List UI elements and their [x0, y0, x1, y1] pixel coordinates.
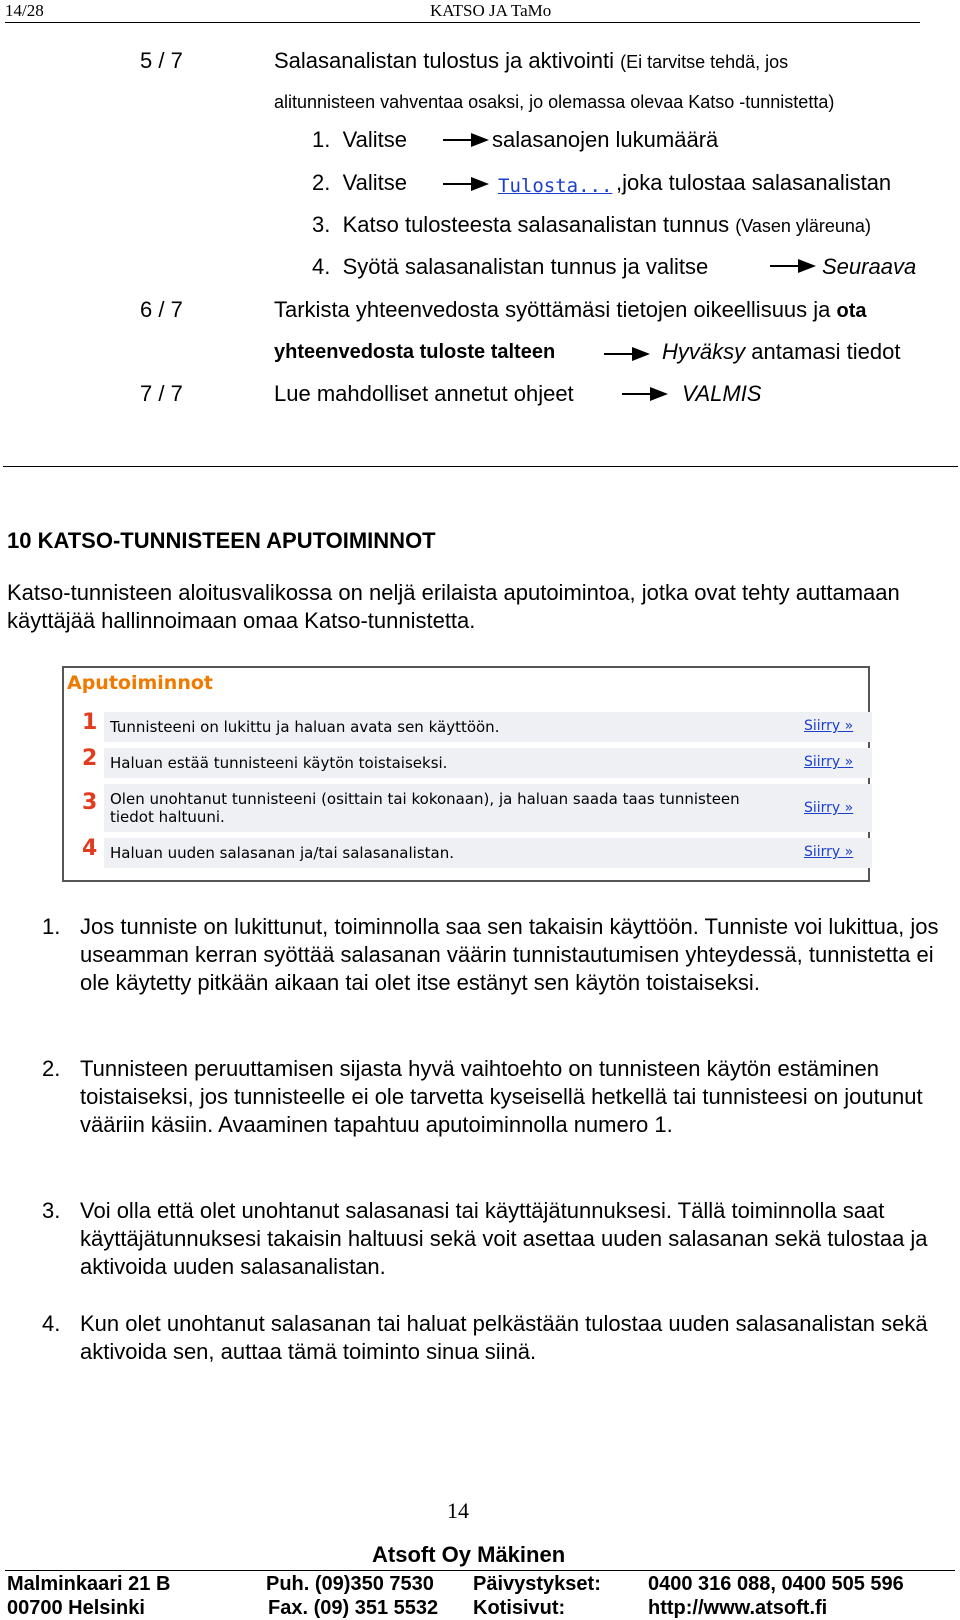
step-6-line-1: Tarkista yhteenvedosta syöttämäsi tietojen oikeellisuus ja ota [274, 297, 867, 322]
list-item: 4. Kun olet unohtanut salasanan tai haluat pelkästään tulostaa uuden salasanalistan sekä aktivoida sen, auttaa tämä toiminto sinua siinä. [42, 1311, 928, 1364]
footer-fax: Fax. (09) 351 5532 [268, 1597, 439, 1619]
row-number: 4 [82, 836, 98, 861]
row-number: 3 [82, 790, 98, 815]
step-7-text: Lue mahdolliset annetut ohjeet [274, 381, 574, 406]
list-item: 1. Jos tunniste on lukittunut, toiminnolla saa sen takaisin käyttöön. Tunniste voi lukittua, jos useamman kerran syöttää salasanan väärin tunnistautumisen yhteydessä, tunnistetta ei ole käytetty pitkään aikaan tai olet itse estänyt sen käytön toistaiseksi. [42, 914, 939, 995]
list-item [82, 746, 872, 778]
siirry-link[interactable]: Siirry » [804, 844, 854, 860]
footer-divider [5, 1570, 955, 1571]
arrow-icon [443, 176, 489, 192]
row-number: 2 [82, 746, 98, 771]
substep-1-target: salasanojen lukumäärä [492, 127, 719, 152]
siirry-link[interactable]: Siirry » [804, 754, 854, 770]
footer-label-web: Kotisivut: [473, 1597, 566, 1619]
step-6-line-2: yhteenvedosta tuloste talteen [274, 341, 556, 363]
substep-3: 3. Katso tulosteesta salasanalistan tunnus (Vasen yläreuna) [312, 212, 871, 237]
header-page-count: 14/28 [5, 1, 44, 20]
substep-2: 2. Valitse [312, 170, 407, 195]
section-intro: Katso-tunnisteen aloitusvalikossa on neljä erilaista aputoimintoa, jotka ovat tehty auttamaan käyttäjää hallinnoimaan omaa Katso-tunnistetta. [7, 580, 900, 633]
list-item [82, 836, 872, 868]
substep-4: 4. Syötä salasanalistan tunnus ja valitse [312, 254, 709, 279]
footer-phone: Puh. (09)350 7530 [266, 1573, 434, 1595]
footer-website[interactable]: http://www.atsoft.fi [648, 1597, 828, 1619]
page-header [5, 0, 920, 23]
step-5-note: alitunnisteen vahventaa osaksi, jo olemassa olevaa Katso -tunnistetta) [274, 92, 835, 112]
step-7-number: 7 / 7 [140, 381, 183, 406]
list-item: 2. Tunnisteen peruuttamisen sijasta hyvä vaihtoehto on tunnisteen käytön estäminen toistaiseksi, jos tunnisteelle ei ole tarvetta kyseisellä hetkellä tai tunnisteesi on joutunut vääriin käsiin. Avaaminen tapahtuu aputoiminnolla numero 1. [42, 1056, 923, 1137]
row-number: 1 [82, 710, 98, 735]
row-text: Haluan uuden salasanan ja/tai salasanalistan. [110, 844, 454, 862]
siirry-link[interactable]: Siirry » [804, 800, 854, 816]
print-link[interactable]: Tulosta... [498, 175, 613, 197]
page-number: 14 [447, 1498, 469, 1523]
substep-1: 1. Valitse [312, 127, 407, 152]
arrow-icon [622, 386, 668, 402]
row-text: Haluan estää tunnisteeni käytön toistaiseksi. [110, 754, 448, 772]
substep-2-result: ,joka tulostaa salasanalistan [616, 170, 892, 195]
next-label: Seuraava [822, 254, 917, 279]
step-6-number: 6 / 7 [140, 297, 183, 322]
footer-label-duty: Päivystykset: [473, 1573, 601, 1595]
row-text: Olen unohtanut tunnisteeni (osittain tai kokonaan), ja haluan saada taas tunnisteen tiedot haltuuni. [110, 790, 740, 826]
step-5-number: 5 / 7 [140, 48, 183, 73]
list-item [82, 710, 872, 742]
arrow-icon [443, 132, 489, 148]
footer-address-2: 00700 Helsinki [7, 1597, 145, 1619]
arrow-icon [770, 258, 816, 274]
step-6-accept: Hyväksy antamasi tiedot [662, 339, 901, 364]
section-heading: 10 KATSO-TUNNISTEEN APUTOIMINNOT [7, 528, 436, 553]
panel-title: Aputoiminnot [67, 672, 213, 694]
aputoiminnot-panel [62, 666, 870, 882]
list-item [82, 784, 872, 832]
step-5-title: Salasanalistan tulostus ja aktivointi (Ei tarvitse tehdä, jos [274, 48, 789, 73]
done-label: VALMIS [682, 381, 762, 406]
header-title: KATSO JA TaMo [430, 1, 552, 20]
footer-address-1: Malminkaari 21 B [7, 1573, 171, 1595]
siirry-link[interactable]: Siirry » [804, 718, 854, 734]
divider [3, 466, 958, 467]
list-item: 3. Voi olla että olet unohtanut salasanasi tai käyttäjätunnuksesi. Tällä toiminnolla saat käyttäjätunnuksesi takaisin haltuusi sekä voit asettaa uuden salasanan sekä tulostaa ja aktivoida uuden salasanalistan. [42, 1198, 928, 1279]
footer-duty-phones: 0400 316 088, 0400 505 596 [648, 1573, 904, 1595]
footer-company: Atsoft Oy Mäkinen [372, 1542, 566, 1567]
arrow-icon [604, 346, 650, 362]
row-text: Tunnisteeni on lukittu ja haluan avata sen käyttöön. [110, 718, 500, 736]
